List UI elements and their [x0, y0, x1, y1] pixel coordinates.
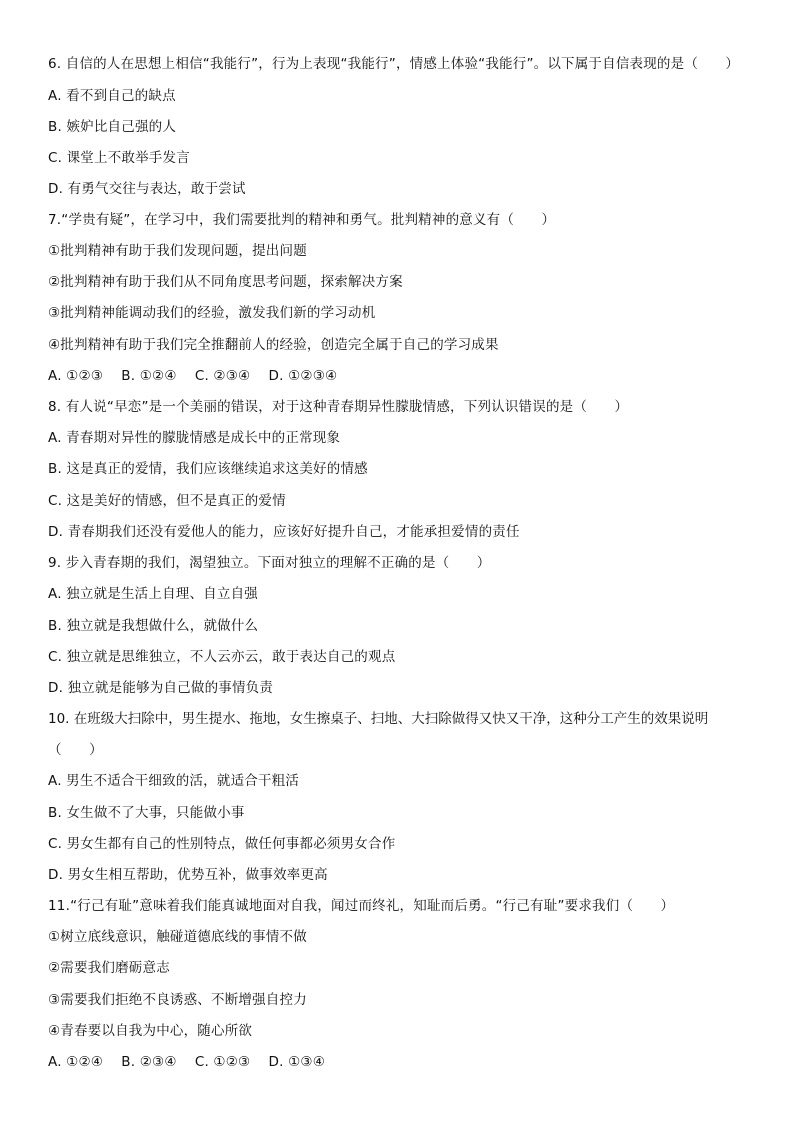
question-7-statement-2: ②批判精神有助于我们从不同角度思考问题，探索解决方案	[48, 274, 403, 290]
question-8-option-c: C. 这是美好的情感，但不是真正的爱情	[48, 493, 286, 509]
question-7-statement-1: ①批判精神有助于我们发现问题，提出问题	[48, 243, 307, 259]
question-8-option-d: D. 青春期我们还没有爱他人的能力，应该好好提升自己，才能承担爱情的责任	[48, 524, 520, 540]
question-8-option-b: B. 这是真正的爱情，我们应该继续追求这美好的情感	[48, 461, 368, 477]
question-9-option-c: C. 独立就是思维独立，不人云亦云，敢于表达自己的观点	[48, 649, 396, 665]
question-7-choices: A. ①②③ B. ①②④ C. ②③④ D. ①②③④	[48, 368, 338, 384]
question-7-statement-3: ③批判精神能调动我们的经验，激发我们新的学习动机	[48, 305, 376, 321]
question-6-stem: 6. 自信的人在思想上相信“我能行”，行为上表现“我能行”，情感上体验“我能行”。以下属于自信表现的是（ ）	[48, 56, 740, 72]
question-10-stem: 10. 在班级大扫除中，男生提水、拖地，女生擦桌子、扫地、大扫除做得又快又干净，这种分工产生的效果说明	[48, 711, 709, 727]
question-9-stem: 9. 步入青春期的我们，渴望独立。下面对独立的理解不正确的是（ ）	[48, 555, 491, 571]
question-11-statement-4: ④青春要以自我为中心，随心所欲	[48, 1023, 253, 1039]
question-11-choices: A. ①②④ B. ②③④ C. ①②③ D. ①③④	[48, 1054, 326, 1070]
question-11-statement-2: ②需要我们磨砺意志	[48, 960, 170, 976]
question-9-option-b: B. 独立就是我想做什么，就做什么	[48, 618, 259, 634]
question-10-stem-continuation: （ ）	[48, 742, 103, 758]
question-10-option-b: B. 女生做不了大事，只能做小事	[48, 805, 245, 821]
question-10-option-a: A. 男生不适合干细致的活，就适合干粗活	[48, 773, 300, 789]
question-6-option-d: D. 有勇气交往与表达，敢于尝试	[48, 181, 246, 197]
question-10-option-d: D. 男女生相互帮助，优势互补，做事效率更高	[48, 867, 328, 883]
question-11-statement-3: ③需要我们拒绝不良诱惑、不断增强自控力	[48, 992, 307, 1008]
question-9-option-d: D. 独立就是能够为自己做的事情负责	[48, 680, 274, 696]
question-9-option-a: A. 独立就是生活上自理、自立自强	[48, 586, 258, 602]
question-8-stem: 8. 有人说“早恋”是一个美丽的错误，对于这种青春期异性朦胧情感，下列认识错误的是（ ）	[48, 399, 629, 415]
question-11-stem: 11.“行己有耻”意味着我们能真诚地面对自我，闻过而终礼，知耻而后勇。“行己有耻”要求我们（ ）	[48, 898, 675, 914]
question-11-statement-1: ①树立底线意识，触碰道德底线的事情不做	[48, 929, 307, 945]
question-8-option-a: A. 青春期对异性的朦胧情感是成长中的正常现象	[48, 430, 341, 446]
question-10-option-c: C. 男女生都有自己的性别特点，做任何事都必须男女合作	[48, 836, 396, 852]
question-6-option-a: A. 看不到自己的缺点	[48, 88, 176, 104]
question-6-option-c: C. 课堂上不敢举手发言	[48, 150, 190, 166]
question-7-stem: 7.“学贵有疑”，在学习中，我们需要批判的精神和勇气。批判精神的意义有（ ）	[48, 212, 556, 228]
question-6-option-b: B. 嫉妒比自己强的人	[48, 119, 177, 135]
question-7-statement-4: ④批判精神有助于我们完全推翻前人的经验，创造完全属于自己的学习成果	[48, 337, 499, 353]
